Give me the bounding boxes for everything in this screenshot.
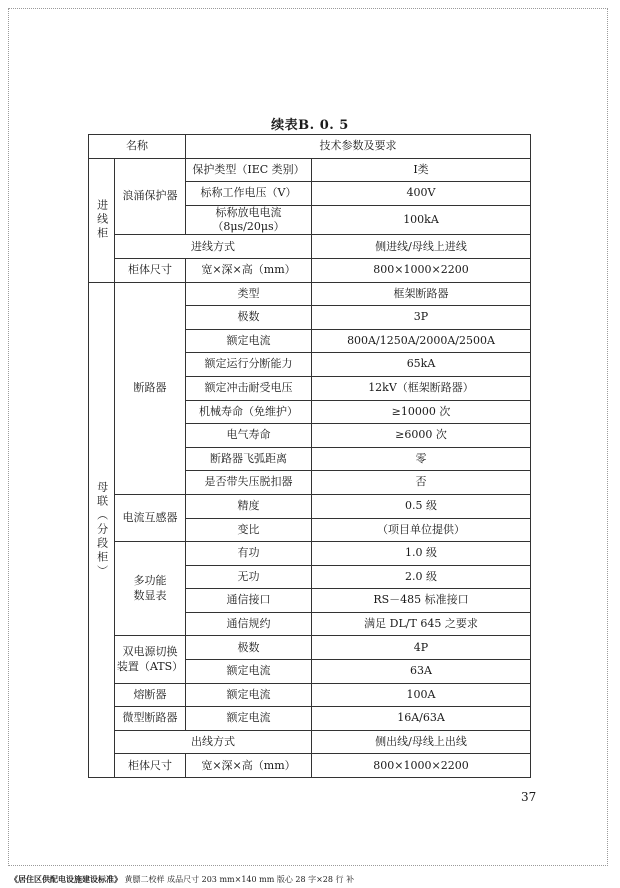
footer-book-title: 《居住区供配电设施建设标准》: [10, 874, 122, 884]
value-cell: 4P: [312, 636, 531, 660]
footer-print-info: 黄膘二校样 成品尺寸 203 mm×140 mm 版心 28 字×28 行 补: [122, 875, 355, 884]
param-cell: 标称放电电流（8μs/20μs）: [186, 205, 312, 235]
value-cell: 800A/1250A/2000A/2500A: [312, 329, 531, 353]
table-row: [89, 636, 531, 660]
component-meter: [115, 542, 186, 636]
param-cell: 类型: [186, 282, 312, 306]
value-cell: RS－485 标准接口: [312, 589, 531, 613]
param-cell: 保护类型（IEC 类别）: [186, 158, 312, 182]
value-cell: 400V: [312, 182, 531, 206]
param-cell: 电气寿命: [186, 424, 312, 448]
incoming-size-label: 柜体尺寸: [115, 258, 186, 282]
param-cell: 变比: [186, 518, 312, 542]
inlet-mode-value: 侧进线/母线上进线: [312, 235, 531, 259]
value-cell: 100kA: [312, 205, 531, 235]
incoming-size-param: 宽×深×高（mm）: [186, 258, 312, 282]
spec-table: [88, 134, 531, 778]
table-title: 续表B. 0. 5: [271, 118, 349, 133]
table-row: [89, 258, 531, 282]
table-row: [89, 683, 531, 707]
component-mcb: 微型断路器: [115, 707, 186, 731]
param-cell: 无功: [186, 565, 312, 589]
param-cell: 额定电流: [186, 707, 312, 731]
param-cell: 极数: [186, 306, 312, 330]
value-cell: （项目单位提供）: [312, 518, 531, 542]
print-footer: [10, 874, 354, 885]
coupler-size-label: 柜体尺寸: [115, 754, 186, 778]
component-ct: 电流互感器: [115, 494, 186, 541]
param-cell: 通信规约: [186, 612, 312, 636]
param-cell: 极数: [186, 636, 312, 660]
meter-name-line1: 多功能: [133, 574, 167, 588]
value-cell: 1.0 级: [312, 542, 531, 566]
incoming-size-value: 800×1000×2200: [312, 258, 531, 282]
value-cell: 65kA: [312, 353, 531, 377]
group-coupler: 母联（分段柜）: [89, 282, 115, 777]
table-row: [89, 730, 531, 754]
value-cell: Ⅰ类: [312, 158, 531, 182]
param-cell: 额定电流: [186, 683, 312, 707]
value-cell: ≥10000 次: [312, 400, 531, 424]
component-fuse: 熔断器: [115, 683, 186, 707]
ats-name-line1: 双电源切换: [122, 645, 178, 659]
param-cell: 断路器飞弧距离: [186, 447, 312, 471]
value-cell: 满足 DL/T 645 之要求: [312, 612, 531, 636]
table-row: [89, 282, 531, 306]
value-cell: 3P: [312, 306, 531, 330]
ats-name-line2: 装置（ATS）: [116, 659, 184, 673]
value-cell: 16A/63A: [312, 707, 531, 731]
header-spec: 技术参数及要求: [186, 135, 531, 159]
table-row: [89, 235, 531, 259]
page-number: 37: [521, 790, 537, 804]
coupler-size-param: 宽×深×高（mm）: [186, 754, 312, 778]
param-cell: 通信接口: [186, 589, 312, 613]
value-cell: 框架断路器: [312, 282, 531, 306]
value-cell: ≥6000 次: [312, 424, 531, 448]
value-cell: 2.0 级: [312, 565, 531, 589]
value-cell: 零: [312, 447, 531, 471]
table-row: [89, 494, 531, 518]
param-cell: 额定电流: [186, 660, 312, 684]
header-name: 名称: [89, 135, 186, 159]
param-cell: 额定运行分断能力: [186, 353, 312, 377]
param-cell: 有功: [186, 542, 312, 566]
component-ats: [115, 636, 186, 683]
component-breaker: 断路器: [115, 282, 186, 494]
group-incoming: 进线柜: [89, 158, 115, 282]
table-row: [89, 754, 531, 778]
param-cell: 标称工作电压（V）: [186, 182, 312, 206]
table-row: [89, 542, 531, 566]
param-cell: 是否带失压脱扣器: [186, 471, 312, 495]
coupler-size-value: 800×1000×2200: [312, 754, 531, 778]
param-cell: 额定电流: [186, 329, 312, 353]
inlet-mode-label: 进线方式: [115, 235, 312, 259]
value-cell: 63A: [312, 660, 531, 684]
meter-name-line2: 数显表: [133, 588, 167, 602]
table-header-row: [89, 135, 531, 159]
value-cell: 12kV（框架断路器）: [312, 376, 531, 400]
value-cell: 0.5 级: [312, 494, 531, 518]
value-cell: 否: [312, 471, 531, 495]
param-cell: 精度: [186, 494, 312, 518]
param-cell: 机械寿命（免维护）: [186, 400, 312, 424]
table-row: [89, 707, 531, 731]
param-cell: 额定冲击耐受电压: [186, 376, 312, 400]
component-surge: 浪涌保护器: [115, 158, 186, 235]
value-cell: 100A: [312, 683, 531, 707]
table-row: [89, 158, 531, 182]
outlet-mode-label: 出线方式: [115, 730, 312, 754]
outlet-mode-value: 侧出线/母线上出线: [312, 730, 531, 754]
